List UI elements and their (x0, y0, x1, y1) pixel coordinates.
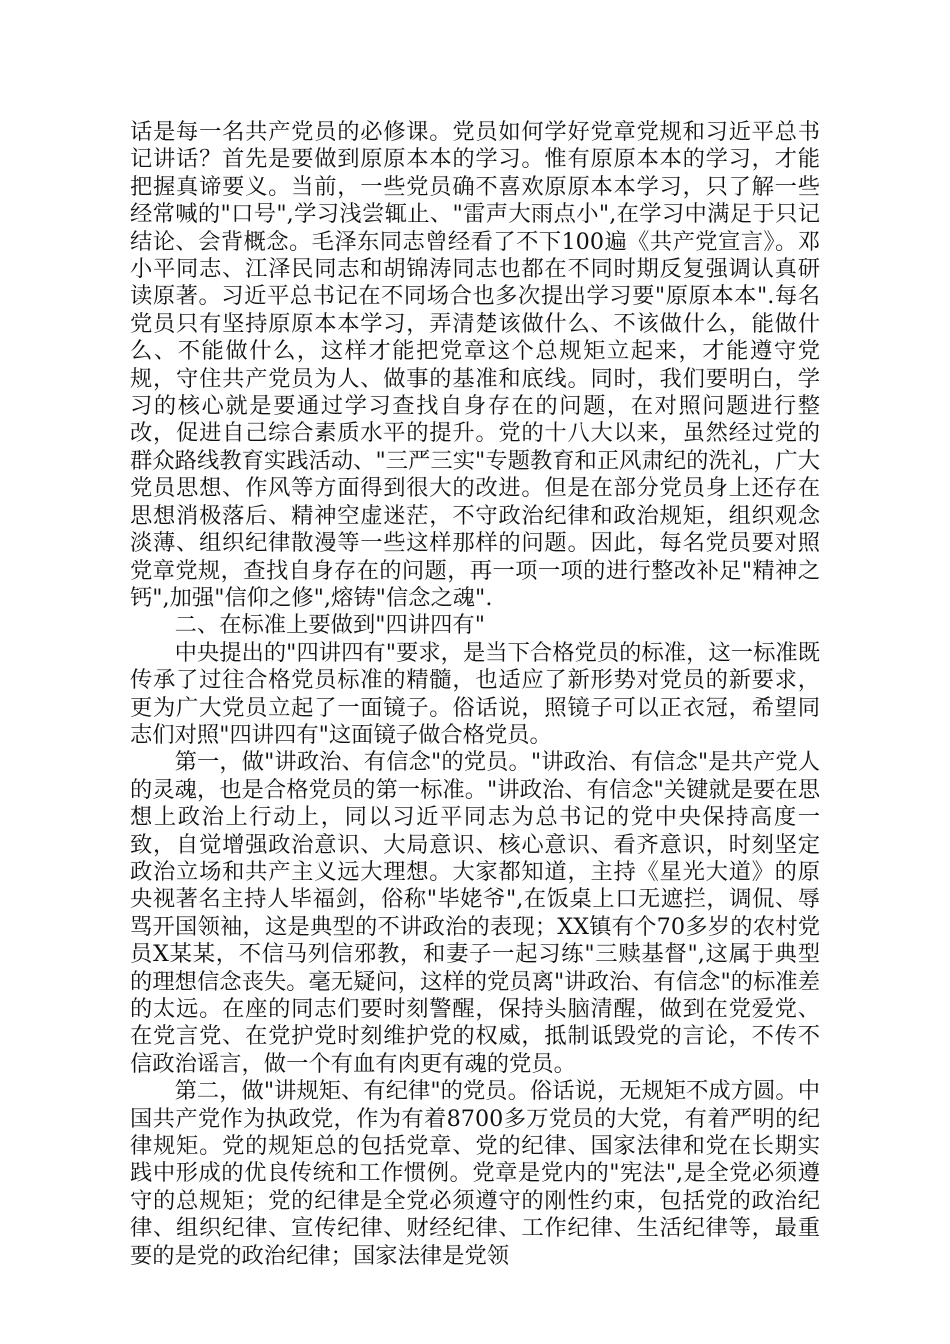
section-heading-2: 二、在标准上要做到"四讲四有" (174, 612, 485, 639)
document-page (130, 119, 820, 1270)
paragraph-1: 话是每一名共产党员的必修课。党员如何学好党章党规和习近平总书记讲话？首先是要做到原原本本的学习。惟有原原本本的学习，才能把握真谛要义。当前，一些党员确不喜欢原原本本学习，只了解一些经常喊的"口号",学习浅尝辄止、"雷声大雨点小",在学习中满足于只记结论、会背概念。毛泽东同志曾经看了不下100遍《共产党宣言》。邓小平同志、江泽民同志和胡锦涛同志也都在不同时期反复强调认真研读原著。习近平总书记在不同场合也多次提出学习要"原原本本".每名党员只有坚持原原本本学习，弄清楚该做什么、不该做什么，能做什么、不能做什么，这样才能把党章这个总规矩立起来，才能遵守党规，守住共产党员为人、做事的基准和底线。同时，我们要明白，学习的核心就是要通过学习查找自身存在的问题，在对照问题进行整改，促进自己综合素质水平的提升。党的十八大以来，虽然经过党的群众路线教育实践活动、"三严三实"专题教育和正风肃纪的洗礼，广大党员思想、作风等方面得到很大的改进。但是在部分党员身上还存在思想消极落后、精神空虚迷茫，不守政治纪律和政治规矩，组织观念淡薄、组织纪律散漫等一些这样那样的问题。因此，每名党员要对照党章党规，查找自身存在的问题，再一项一项的进行整改补足"精神之钙",加强"信仰之修",熔铸"信念之魂". (130, 119, 820, 611)
paragraph-2: 中央提出的"四讲四有"要求，是当下合格党员的标准，这一标准既传承了过往合格党员标准的精髓，也适应了新形势对党员的新要求，更为广大党员立起了一面镜子。俗话说，照镜子可以正衣冠，希望同志们对照"四讲四有"这面镜子做合格党员。 (130, 639, 820, 748)
paragraph-3: 第一，做"讲政治、有信念"的党员。"讲政治、有信念"是共产党人的灵魂，也是合格党员的第一标准。"讲政治、有信念"关键就是要在思想上政治上行动上，同以习近平同志为总书记的党中央保持高度一致，自觉增强政治意识、大局意识、核心意识、看齐意识，时刻坚定政治立场和共产主义远大理想。大家都知道，主持《星光大道》的原央视著名主持人毕福剑，俗称"毕姥爷",在饭桌上口无遮拦，调侃、辱骂开国领袖，这是典型的不讲政治的表现；XX镇有个70多岁的农村党员X某某，不信马列信邪教，和妻子一起习练"三赎基督",这属于典型的理想信念丧失。毫无疑问，这样的党员离"讲政治、有信念"的标准差的太远。在座的同志们要时刻警醒，保持头脑清醒，做到在党爱党、在党言党、在党护党时刻维护党的权威，抵制诋毁党的言论，不传不信政治谣言，做一个有血有肉更有魂的党员。 (130, 749, 820, 1077)
paragraph-4: 第二，做"讲规矩、有纪律"的党员。俗话说，无规矩不成方圆。中国共产党作为执政党，作为有着8700多万党员的大党，有着严明的纪律规矩。党的规矩总的包括党章、党的纪律、国家法律和党在长期实践中形成的优良传统和工作惯例。党章是党内的"宪法",是全党必须遵守的总规矩；党的纪律是全党必须遵守的刚性约束，包括党的政治纪律、组织纪律、宣传纪律、财经纪律、工作纪律、生活纪律等，最重要的是党的政治纪律；国家法律是党领 (130, 1078, 820, 1269)
